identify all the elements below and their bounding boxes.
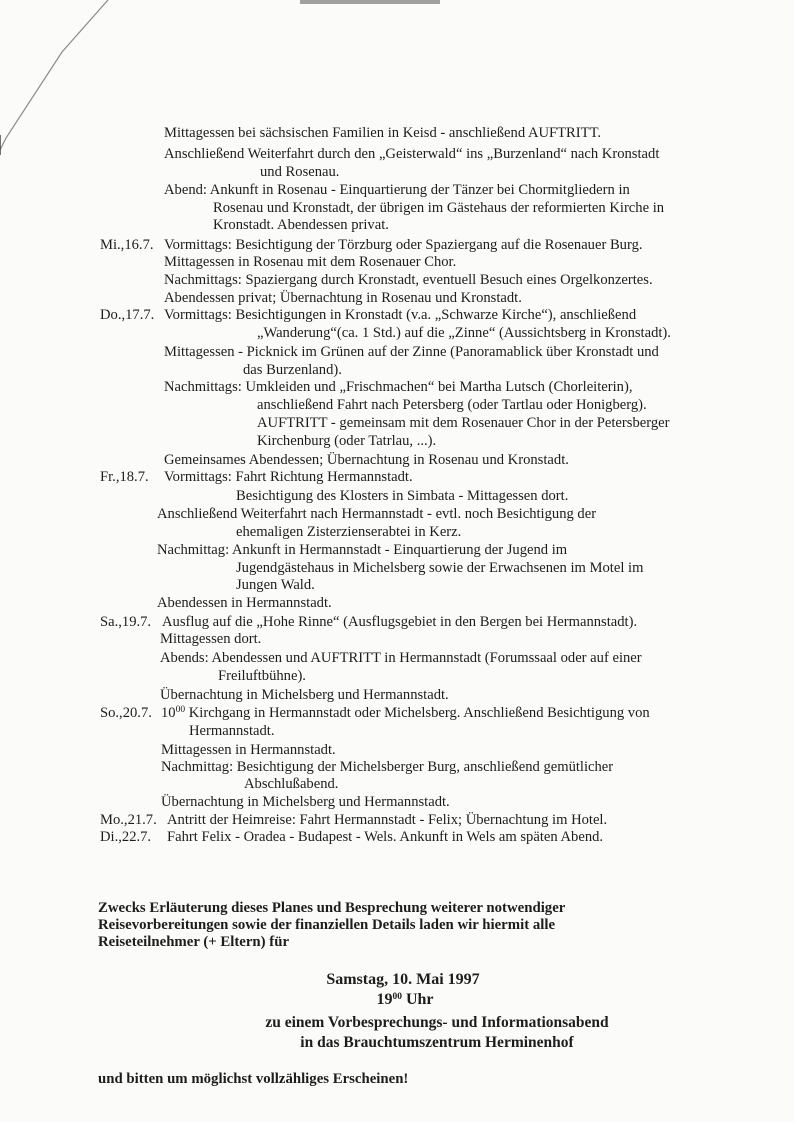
meeting-time-suffix: Uhr	[401, 991, 434, 1008]
schedule-line: Antritt der Heimreise: Fahrt Hermannstadt - Felix; Übernachtung im Hotel.	[167, 812, 608, 828]
schedule-line: Kirchenburg (oder Tatrlau, ...).	[257, 433, 437, 449]
schedule-line: Freiluftbühne).	[218, 668, 306, 684]
meeting-time	[0, 990, 794, 1010]
schedule-line: Mittagessen - Picknick im Grünen auf der Zinne (Panoramablick über Kronstadt und	[164, 344, 659, 360]
schedule-line: Mittagessen in Hermannstadt.	[161, 742, 336, 758]
schedule-line: Rosenau und Kronstadt, der übrigen im Gästehaus der reformierten Kirche in	[213, 200, 665, 216]
schedule-line: Besichtigung des Klosters in Simbata - Mittagessen dort.	[236, 488, 569, 504]
event-title: zu einem Vorbesprechungs- und Informationsabend	[265, 1014, 609, 1031]
schedule-line: ehemaligen Zisterzienserabtei in Kerz.	[236, 524, 462, 540]
schedule-line: Jugendgästehaus in Michelsberg sowie der Erwachsenen im Motel im	[236, 560, 644, 576]
schedule-line: Kronstadt. Abendessen privat.	[213, 217, 389, 233]
schedule-line: Vormittags: Fahrt Richtung Hermannstadt.	[164, 469, 413, 485]
schedule-line: Ausflug auf die „Hohe Rinne“ (Ausflugsgebiet in den Bergen bei Hermannstadt).	[162, 614, 638, 630]
meeting-time-minutes: 00	[392, 992, 402, 1002]
schedule-line: AUFTRITT - gemeinsam mit dem Rosenauer Chor in der Petersberger	[257, 415, 670, 431]
schedule-line: Abends: Abendessen und AUFTRITT in Hermannstadt (Forumssaal oder auf einer	[160, 650, 642, 666]
schedule-line: Mittagessen in Rosenau mit dem Rosenauer Chor.	[164, 254, 457, 270]
day-label: Do.,17.7.	[100, 307, 155, 323]
schedule-line: Nachmittag: Ankunft in Hermannstadt - Einquartierung der Jugend im	[157, 542, 568, 558]
invitation-line: Zwecks Erläuterung dieses Planes und Besprechung weiterer notwendiger	[98, 900, 566, 916]
schedule-line-rest: Kirchgang in Hermannstadt oder Michelsberg. Anschließend Besichtigung von	[185, 705, 650, 721]
day-label: Fr.,18.7.	[100, 469, 149, 485]
schedule-line: Mittagessen dort.	[160, 631, 262, 647]
closing-line: und bitten um möglichst vollzähliges Erscheinen!	[98, 1071, 409, 1087]
schedule-line	[161, 704, 650, 722]
event-location: in das Brauchtumszentrum Herminenhof	[300, 1034, 574, 1051]
day-label: Mi.,16.7.	[100, 237, 154, 253]
schedule-line: Gemeinsames Abendessen; Übernachtung in Rosenau und Kronstadt.	[164, 452, 569, 468]
day-label: Di.,22.7.	[100, 829, 152, 845]
schedule-line: Jungen Wald.	[236, 577, 315, 593]
schedule-line: Vormittags: Besichtigungen in Kronstadt (v.a. „Schwarze Kirche“), anschließend	[164, 307, 637, 323]
schedule-line: Abendessen in Hermannstadt.	[157, 595, 332, 611]
meeting-time-hour: 19	[376, 991, 393, 1008]
schedule-line: Anschließend Weiterfahrt nach Hermannstadt - evtl. noch Besichtigung der	[157, 506, 597, 522]
schedule-line: anschließend Fahrt nach Petersberg (oder Tartlau oder Honigberg).	[257, 397, 647, 413]
schedule-line: Hermannstadt.	[189, 723, 275, 739]
day-label: Mo.,21.7.	[100, 812, 157, 828]
schedule-line: Nachmittags: Spaziergang durch Kronstadt, eventuell Besuch eines Orgelkonzertes.	[164, 272, 653, 288]
schedule-line: Übernachtung in Michelsberg und Hermannstadt.	[160, 687, 449, 703]
schedule-line: Anschließend Weiterfahrt durch den „Geisterwald“ ins „Burzenland“ nach Kronstadt	[164, 146, 660, 162]
schedule-line: und Rosenau.	[260, 164, 340, 180]
schedule-line: Mittagessen bei sächsischen Familien in Keisd - anschließend AUFTRITT.	[164, 125, 602, 141]
schedule-line: Fahrt Felix - Oradea - Budapest - Wels. Ankunft in Wels am späten Abend.	[167, 829, 604, 845]
schedule-line: Nachmittags: Umkleiden und „Frischmachen“ bei Martha Lutsch (Chorleiterin),	[164, 379, 633, 395]
time-minutes: 00	[175, 705, 186, 715]
invitation-line: Reisevorbereitungen sowie der finanziellen Details laden wir hiermit alle	[98, 917, 556, 933]
schedule-line: Übernachtung in Michelsberg und Hermannstadt.	[161, 794, 450, 810]
meeting-date: Samstag, 10. Mai 1997	[326, 971, 480, 988]
schedule-line: „Wanderung“(ca. 1 Std.) auf die „Zinne“ (Aussichtsberg in Kronstadt).	[257, 325, 671, 341]
folded-corner-mark	[0, 0, 120, 160]
invitation-line: Reiseteilnehmer (+ Eltern) für	[98, 934, 290, 950]
schedule-line: Abschlußabend.	[244, 776, 339, 792]
schedule-line: Vormittags: Besichtigung der Törzburg oder Spaziergang auf die Rosenauer Burg.	[164, 237, 643, 253]
schedule-line: Abend: Ankunft in Rosenau - Einquartierung der Tänzer bei Chormitgliedern in	[164, 182, 630, 198]
schedule-line: Abendessen privat; Übernachtung in Rosenau und Kronstadt.	[164, 290, 522, 306]
scan-smudge	[300, 0, 440, 4]
day-label: So.,20.7.	[100, 705, 152, 721]
schedule-line: Nachmittag: Besichtigung der Michelsberger Burg, anschließend gemütlicher	[161, 759, 614, 775]
schedule-line: das Burzenland).	[243, 362, 342, 378]
time-hour: 10	[161, 705, 176, 721]
day-label: Sa.,19.7.	[100, 614, 152, 630]
